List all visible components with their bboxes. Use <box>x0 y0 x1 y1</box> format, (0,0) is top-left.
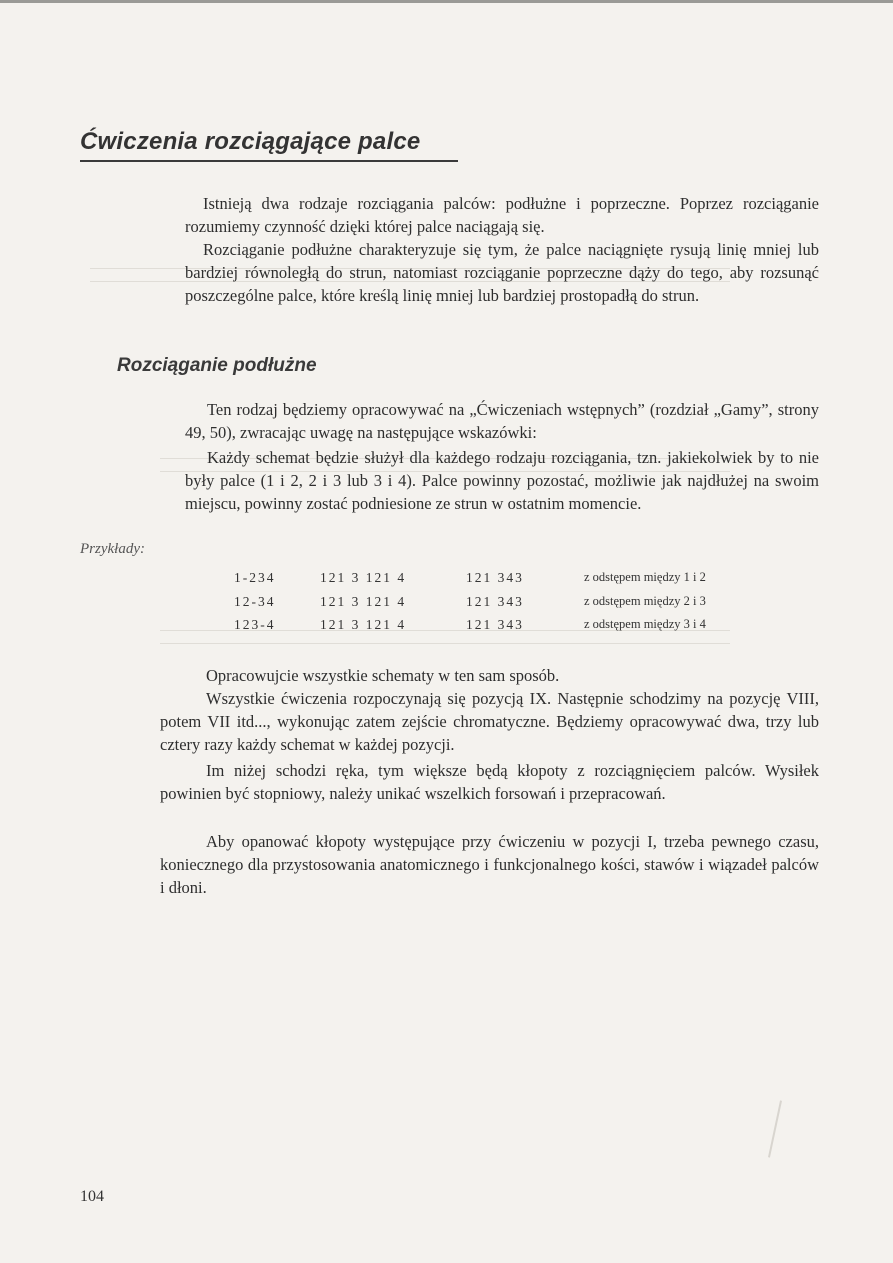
section-paragraph: Ten rodzaj będziemy opracowywać na „Ćwiczeniach wstępnych” (rozdział „Gamy”, strony 49, 50), zwracając uwagę na następujące wskazówki: <box>185 400 819 442</box>
intro-paragraph: Rozciąganie podłużne charakteryzuje się tym, że palce naciągnięte rysują linię mniej lub bardziej równoległą do strun, natomiast rozciąganie poprzeczne dąży do tego, aby rozsunąć poszczególne palce, które kreślą linię mniej lub bardziej prostopadłą do strun. <box>185 240 819 305</box>
example-pattern-a: 121 3 121 4 <box>320 594 407 609</box>
intro-paragraph: Istnieją dwa rodzaje rozciągania palców: podłużne i poprzeczne. Poprzez rozciąganie rozumiemy czynność dzięki której palce naciągają się. <box>185 194 819 236</box>
examples-label: Przykłady: <box>80 541 145 557</box>
example-note: z odstępem między 1 i 2 <box>584 570 706 584</box>
title-underline <box>80 160 458 162</box>
example-pattern-a: 121 3 121 4 <box>320 570 407 585</box>
closing-paragraph: Aby opanować kłopoty występujące przy ćwiczeniu w pozycji I, trzeba pewnego czasu, koniecznego dla przystosowania anatomicznego i funkcjonalnego kości, stawów i wiązadeł palców i dłoni. <box>160 832 819 897</box>
closing-paragraph: Opracowujcie wszystkie schematy w ten sam sposób. <box>206 666 560 685</box>
section-paragraph: Każdy schemat będzie służył dla każdego rodzaju rozciągania, tzn. jakiekolwiek by to nie były palce (1 i 2, 2 i 3 lub 3 i 4). Palce powinny pozostać, możliwie jak najdłużej na swoim miejscu, powinny zostać podniesione ze strun w ostatnim momencie. <box>185 448 819 513</box>
closing-paragraph: Im niżej schodzi ręka, tym większe będą kłopoty z rozciągnięciem palców. Wysiłek powinien być stopniowy, należy unikać wszelkich forsowań i przepracowań. <box>160 761 819 803</box>
example-scheme: 12-34 <box>234 594 276 609</box>
paper-scratch-mark <box>768 1100 782 1157</box>
example-note: z odstępem między 3 i 4 <box>584 617 706 631</box>
section-subtitle: Rozciąganie podłużne <box>117 355 317 376</box>
page-number: 104 <box>80 1188 104 1205</box>
example-pattern-b: 121 343 <box>466 617 524 632</box>
example-scheme: 1-234 <box>234 570 276 585</box>
example-pattern-b: 121 343 <box>466 594 524 609</box>
example-scheme: 123-4 <box>234 617 276 632</box>
page-top-edge <box>0 0 893 3</box>
example-note: z odstępem między 2 i 3 <box>584 594 706 608</box>
page-title: Ćwiczenia rozciągające palce <box>80 128 421 155</box>
closing-paragraph: Wszystkie ćwiczenia rozpoczynają się pozycją IX. Następnie schodzimy na pozycję VIII, potem VII itd..., wykonując zatem zejście chromatyczne. Będziemy opracowywać dwa, trzy lub cztery razy każdy schemat w każdej pozycji. <box>160 689 819 754</box>
example-pattern-a: 121 3 121 4 <box>320 617 407 632</box>
example-pattern-b: 121 343 <box>466 570 524 585</box>
